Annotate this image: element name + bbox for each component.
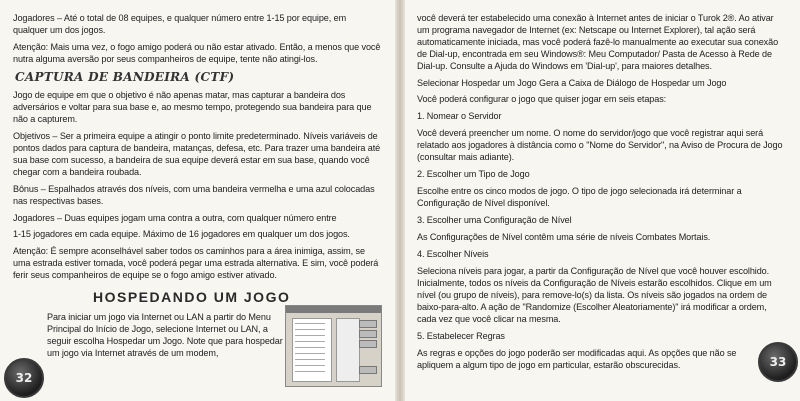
dialog-level-list [292, 318, 332, 382]
ctf-players-b: 1-15 jogadores em cada equipe. Máximo de 16 jogadores em qualquer um dos jogos. [13, 229, 350, 239]
hosting-intro: Para iniciar um jogo via Internet ou LAN a partir do Menu Principal do Início de Jogo, selecione Internet ou LAN, a seguir escolha Hospedar um Jogo. Note que para hospedar um jogo via Internet através de um modem, [47, 312, 283, 358]
dialog-button [359, 320, 377, 328]
friendly-fire-warning: Atenção: Mais uma vez, o fogo amigo poderá ou não estar ativado. Então, a menos que você nutra alguma aversão por seus companheiros de equipe, tente não atingi-los. [13, 42, 381, 64]
step-1-text: Você deverá preencher um nome. O nome do servidor/jogo que você registrar aqui será relatado aos jogadores à distância como o "Nome do Servidor", na Aviso de Procura de Jogo (consultar mais adiante). [417, 128, 783, 162]
step-5-title: 5. Estabelecer Regras [417, 331, 505, 341]
players-paragraph: Jogadores – Até o total de 08 equipes, e qualquer número entre 1-15 por equipe, em qualquer um dos jogos. [13, 13, 347, 35]
ctf-heading: CAPTURA DE BANDEIRA (CTF) [15, 70, 235, 84]
step-4-text: Seleciona níveis para jogar, a partir da Configuração de Nível que você houver escolhido. Inicialmente, todos os níveis da Configuração de Níveis estarão escolhidos. Clique em um nível (ou grupo de níveis), para remove-lo(s) da lista. Os níveis são jogados na ordem de baixo-para-alto. A ação de "Randomize (Escolher Aleatoriamente)" irá modificar a ordem, cada vez que você clicar na mesma. [417, 266, 772, 324]
page-number-medallion-left: 32 [4, 358, 44, 398]
ctf-warning: Atenção: É sempre aconselhável saber todos os caminhos para a área inimiga, assim, se uma estrada estiver tomada, você poderá pegar uma estrada alternativa. E sim, você poderá ferir seus companheiros de equipe se o fogo amigo estiver ativado. [13, 246, 379, 280]
dialog-button [359, 366, 377, 374]
ctf-bonus: Bônus – Espalhados através dos níveis, com uma bandeira vermelha e uma azul colocadas nas respectivas bases. [13, 184, 375, 206]
dialog-button [359, 330, 377, 338]
book-gutter [395, 0, 405, 401]
dialup-paragraph: você deverá ter estabelecido uma conexão à Internet antes de iniciar o Turok 2®. Ao ativar um programa navegador de Internet (ex: Netscape ou Internet Explorer), tal ação será automaticamente iniciada, mas você poderá fazê-lo manualmente ao executar sua conexão de Dial-up, encontrada em seu Windows®: Meu Computador/ Pasta de Acesso à Rede de Dial-up. Consulte a Ajuda do Windows em 'Dial-up', para maiores detalhes. [417, 13, 779, 71]
right-page [405, 0, 800, 401]
step-5-text: As regras e opções do jogo poderão ser modificadas aqui. As opções que não se apliquem a algum tipo de jogo em particular, estarão obscurecidas. [417, 348, 737, 370]
hosting-heading: HOSPEDANDO UM JOGO [93, 289, 291, 305]
host-dialog-paragraph: Selecionar Hospedar um Jogo Gera a Caixa de Diálogo de Hospedar um Jogo [417, 78, 727, 88]
step-3-text: As Configurações de Nível contêm uma série de níveis Combates Mortais. [417, 232, 711, 242]
dialog-options-list [336, 318, 360, 382]
dialog-button [359, 340, 377, 348]
dialog-titlebar [286, 306, 381, 313]
step-1-title: 1. Nomear o Servidor [417, 111, 502, 121]
ctf-players-a: Jogadores – Duas equipes jogam uma contra a outra, com qualquer número entre [13, 213, 337, 223]
step-3-title: 3. Escolher uma Configuração de Nível [417, 215, 572, 225]
step-2-title: 2. Escolher um Tipo de Jogo [417, 169, 530, 179]
host-dialog-screenshot [285, 305, 382, 387]
step-4-title: 4. Escolher Níveis [417, 249, 489, 259]
six-steps-paragraph: Você poderá configurar o jogo que quiser jogar em seis etapas: [417, 94, 667, 104]
step-2-text: Escolhe entre os cinco modos de jogo. O tipo de jogo selecionada irá determinar a Configuração de Nível disponível. [417, 186, 742, 208]
ctf-objectives: Objetivos – Ser a primeira equipe a atingir o ponto limite predeterminado. Níveis variáveis de pontos dados para captura de bandeira, matanças, defesa, etc. Para trazer uma bandeira até sua base com sucesso, a bandeira de sua equipe deverá estar em sua base, quando você chegar com a bandeira roubada. [13, 131, 381, 177]
page-number-medallion-right: 33 [758, 342, 798, 382]
ctf-intro: Jogo de equipe em que o objetivo é não apenas matar, mas capturar a bandeira dos adversários e voltar para sua base e, ao mesmo tempo, protegendo sua bandeira para que não a capturem. [13, 90, 372, 124]
